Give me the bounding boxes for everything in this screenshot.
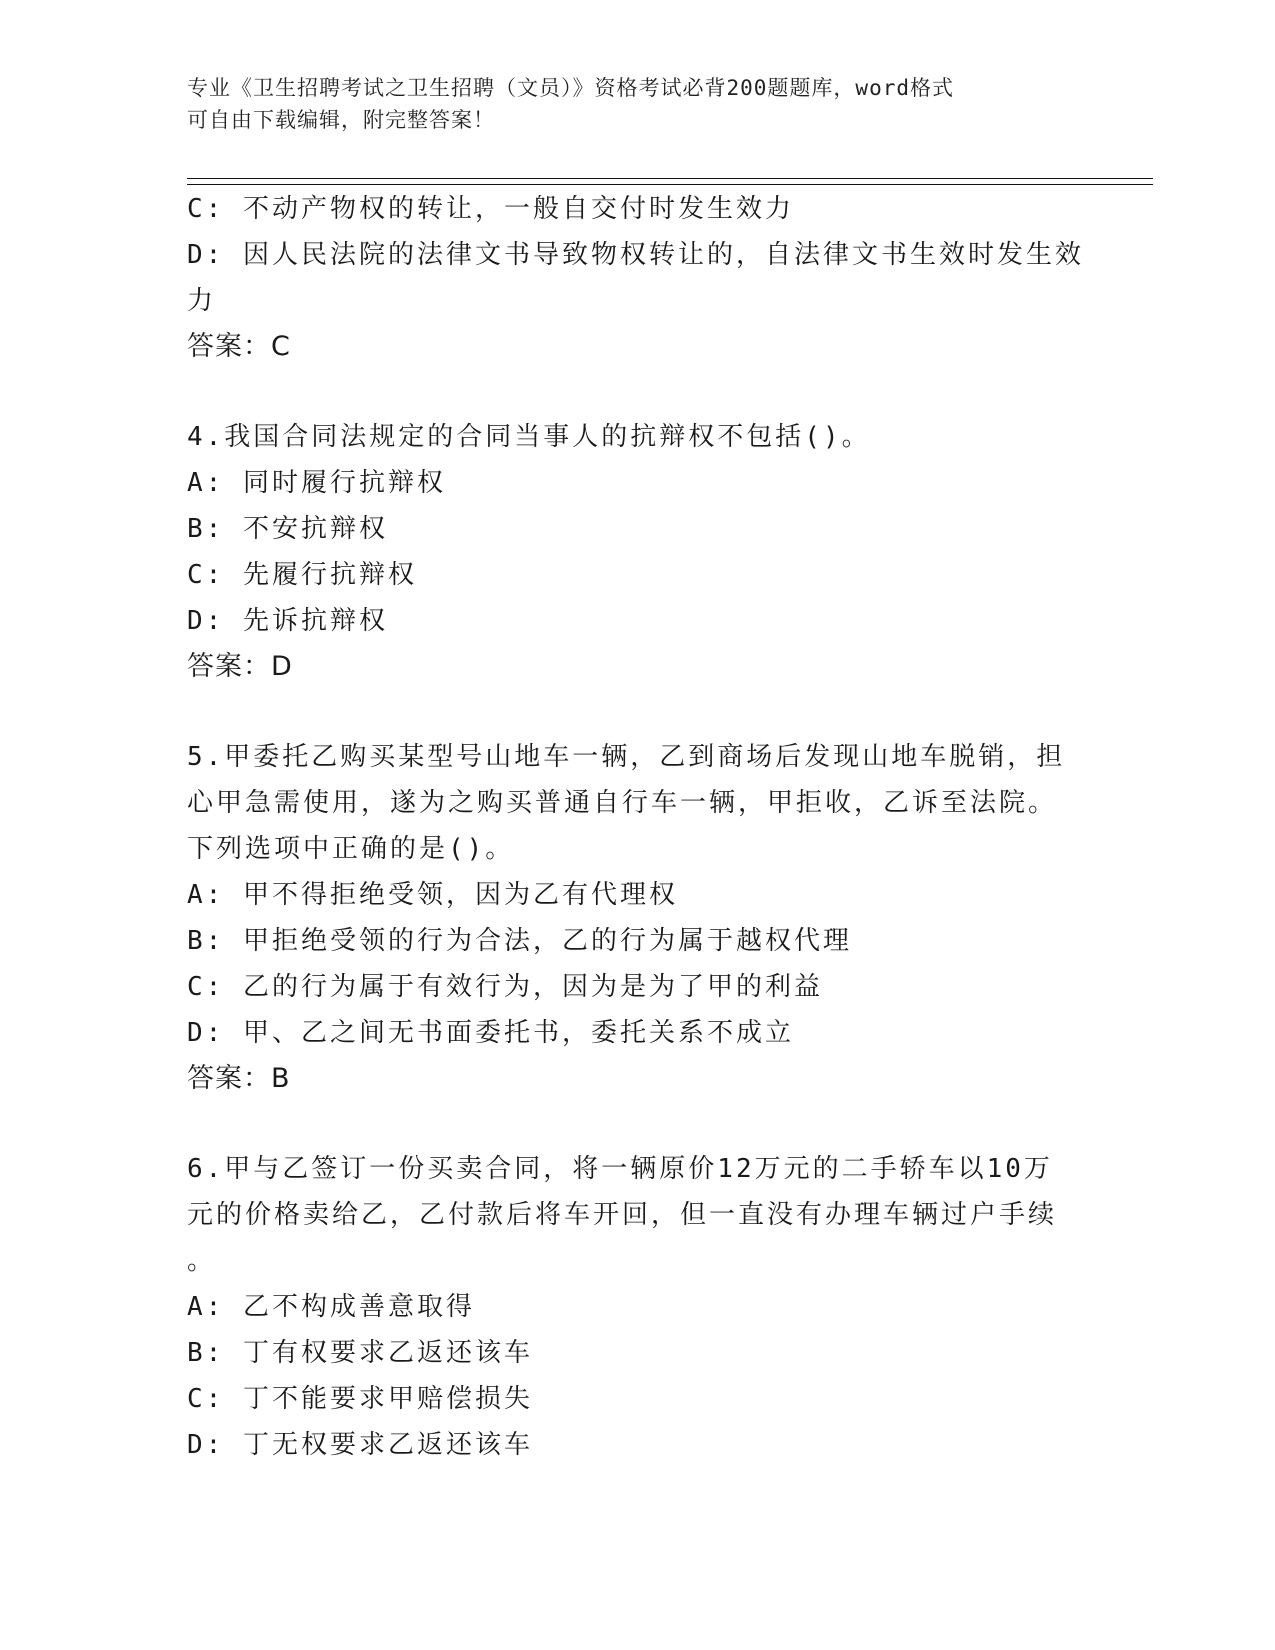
document-header — [187, 72, 1067, 136]
option-b: B: 不安抗辩权 — [187, 514, 388, 544]
question-stem-line-3: 下列选项中正确的是()。 — [187, 834, 515, 864]
option-d-continued: 力 — [187, 286, 217, 316]
question-4 — [187, 414, 1087, 690]
answer-line: 答案：C — [187, 331, 291, 362]
question-3-tail — [187, 186, 1087, 370]
header-title-line-2: 可自由下载编辑，附完整答案！ — [187, 108, 495, 132]
question-stem-line-2: 心甲急需使用，遂为之购买普通自行车一辆，甲拒收，乙诉至法院。 — [187, 788, 1058, 818]
spacer — [187, 690, 1087, 734]
option-b: B: 甲拒绝受领的行为合法，乙的行为属于越权代理 — [187, 926, 852, 956]
option-a: A: 同时履行抗辩权 — [187, 468, 446, 498]
header-double-rule — [187, 178, 1153, 185]
question-stem-line-1: 6.甲与乙签订一份买卖合同，将一辆原价12万元的二手轿车以10万 — [187, 1154, 1053, 1184]
spacer — [187, 370, 1087, 414]
option-d: D: 丁无权要求乙返还该车 — [187, 1430, 533, 1460]
document-body — [187, 186, 1087, 1468]
option-b: B: 丁有权要求乙返还该车 — [187, 1338, 533, 1368]
option-d: D: 因人民法院的法律文书导致物权转让的，自法律文书生效时发生效 — [187, 240, 1084, 270]
option-c: C: 丁不能要求甲赔偿损失 — [187, 1384, 533, 1414]
answer-line: 答案：D — [187, 651, 293, 682]
question-6 — [187, 1146, 1087, 1468]
option-a: A: 甲不得拒绝受领，因为乙有代理权 — [187, 880, 678, 910]
option-c: C: 不动产物权的转让，一般自交付时发生效力 — [187, 194, 794, 224]
question-5 — [187, 734, 1087, 1102]
header-title-line-1: 专业《卫生招聘考试之卫生招聘（文员）》资格考试必背200题题库，word格式 — [187, 76, 954, 100]
option-d: D: 先诉抗辩权 — [187, 606, 388, 636]
option-d: D: 甲、乙之间无书面委托书，委托关系不成立 — [187, 1018, 794, 1048]
question-stem-line-1: 5.甲委托乙购买某型号山地车一辆，乙到商场后发现山地车脱销，担 — [187, 742, 1066, 772]
question-stem: 4.我国合同法规定的合同当事人的抗辩权不包括()。 — [187, 422, 871, 452]
option-a: A: 乙不构成善意取得 — [187, 1292, 475, 1322]
answer-line: 答案：B — [187, 1063, 291, 1094]
question-stem-line-2: 元的价格卖给乙，乙付款后将车开回，但一直没有办理车辆过户手续 — [187, 1200, 1058, 1230]
option-c: C: 先履行抗辩权 — [187, 560, 417, 590]
spacer — [187, 1102, 1087, 1146]
option-c: C: 乙的行为属于有效行为，因为是为了甲的利益 — [187, 972, 823, 1002]
question-stem-line-3: 。 — [187, 1246, 217, 1276]
